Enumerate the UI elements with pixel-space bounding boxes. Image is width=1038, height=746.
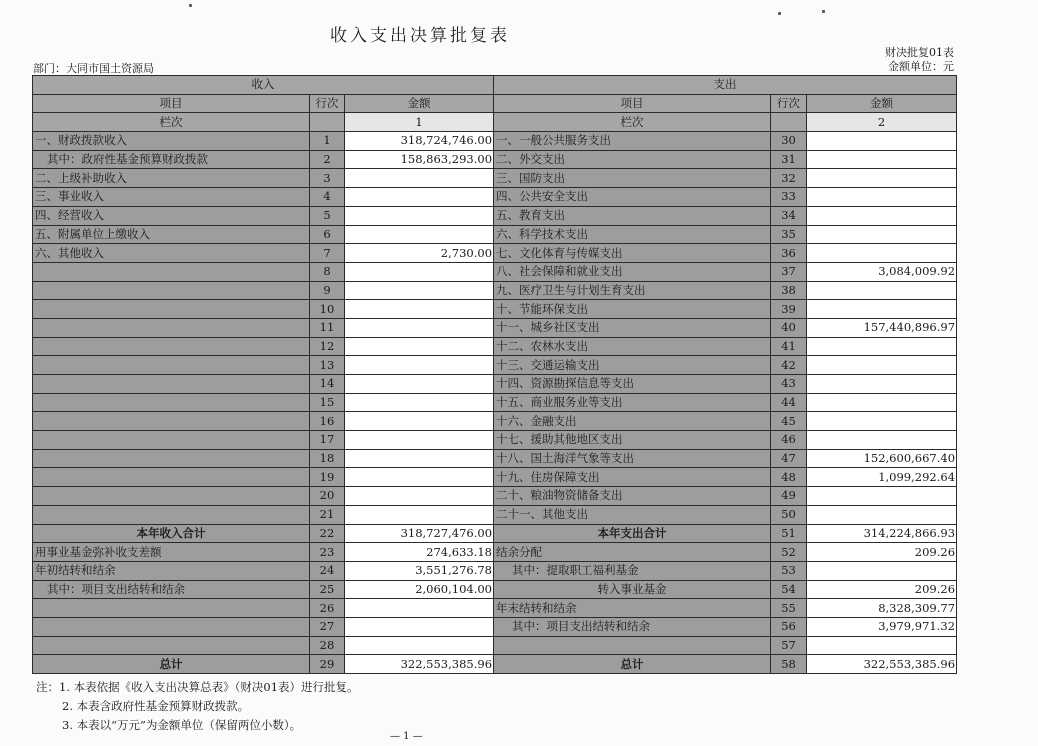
table-row — [33, 356, 957, 375]
income-amount-cell — [345, 206, 494, 225]
income-row-number: 10 — [310, 300, 345, 319]
income-amount-cell — [345, 449, 494, 468]
income-item-cell: 年初结转和结余 — [33, 561, 310, 580]
income-row-number: 11 — [310, 318, 345, 337]
income-row-number: 1 — [310, 132, 345, 151]
expense-item-cell: 其中：项目支出结转和结余 — [494, 617, 771, 636]
expense-item-cell: 十六、金融支出 — [494, 412, 771, 431]
expense-amount-cell — [807, 393, 957, 412]
expense-item-cell: 十、节能环保支出 — [494, 300, 771, 319]
income-amount-cell — [345, 599, 494, 618]
expense-row-number: 40 — [771, 318, 807, 337]
expense-item-cell: 总计 — [494, 655, 771, 674]
income-amount-cell: 274,633.18 — [345, 543, 494, 562]
expense-amount-cell — [807, 169, 957, 188]
expense-row-number: 51 — [771, 524, 807, 543]
expense-row-number: 49 — [771, 487, 807, 506]
table-row — [33, 393, 957, 412]
table-row — [33, 412, 957, 431]
expense-row-number: 32 — [771, 169, 807, 188]
page-number: — 1 — — [390, 731, 423, 742]
income-amount-cell — [345, 375, 494, 394]
expense-item-cell: 二十一、其他支出 — [494, 505, 771, 524]
table-row — [33, 505, 957, 524]
expense-item-cell: 六、科学技术支出 — [494, 225, 771, 244]
income-item-cell — [33, 300, 310, 319]
expense-amount-cell: 152,600,667.40 — [807, 449, 957, 468]
income-row-number: 6 — [310, 225, 345, 244]
expense-item-cell: 十七、援助其他地区支出 — [494, 431, 771, 450]
expense-amount-cell: 209.26 — [807, 543, 957, 562]
expense-row-number: 38 — [771, 281, 807, 300]
expense-item-cell — [494, 636, 771, 655]
expense-item-cell: 本年支出合计 — [494, 524, 771, 543]
expense-row-number: 37 — [771, 262, 807, 281]
expense-row-number: 50 — [771, 505, 807, 524]
income-item-cell — [33, 262, 310, 281]
income-row-number: 27 — [310, 617, 345, 636]
income-row-number: 24 — [310, 561, 345, 580]
income-row-number: 23 — [310, 543, 345, 562]
expense-item-cell: 十四、资源勘探信息等支出 — [494, 375, 771, 394]
expense-row-number: 39 — [771, 300, 807, 319]
expense-row-number: 55 — [771, 599, 807, 618]
expense-amount-cell — [807, 337, 957, 356]
expense-amount-cell — [807, 412, 957, 431]
income-row-number: 8 — [310, 262, 345, 281]
table-row — [33, 206, 957, 225]
expense-amount-cell: 8,328,309.77 — [807, 599, 957, 618]
note-3: 3. 本表以“万元”为金额单位（保留两位小数）。 — [62, 718, 302, 732]
income-row-number: 26 — [310, 599, 345, 618]
income-row-number: 2 — [310, 150, 345, 169]
expense-amount-cell — [807, 188, 957, 207]
table-row — [33, 617, 957, 636]
expense-amount-cell — [807, 375, 957, 394]
income-row-number: 25 — [310, 580, 345, 599]
income-amount-cell — [345, 281, 494, 300]
income-item-cell: 其中：项目支出结转和结余 — [33, 580, 310, 599]
table-row — [33, 468, 957, 487]
income-col-number: 1 — [345, 113, 494, 132]
expense-row-number: 43 — [771, 375, 807, 394]
income-col-label: 栏次 — [33, 113, 310, 132]
income-row-number: 4 — [310, 188, 345, 207]
form-code: 财决批复01表 — [885, 46, 954, 59]
expense-item-cell: 九、医疗卫生与计划生育支出 — [494, 281, 771, 300]
income-item-cell: 五、附属单位上缴收入 — [33, 225, 310, 244]
expense-item-cell: 七、文化体育与传媒支出 — [494, 244, 771, 263]
table-row — [33, 580, 957, 599]
income-item-cell: 三、事业收入 — [33, 188, 310, 207]
income-amount-header: 金额 — [345, 94, 494, 113]
expense-col-blank — [771, 113, 807, 132]
table-row — [33, 524, 957, 543]
income-amount-cell — [345, 300, 494, 319]
expense-row-no-header: 行次 — [771, 94, 807, 113]
income-row-number: 28 — [310, 636, 345, 655]
expense-amount-cell: 1,099,292.64 — [807, 468, 957, 487]
expense-amount-cell: 3,084,009.92 — [807, 262, 957, 281]
income-item-cell: 本年收入合计 — [33, 524, 310, 543]
table-row — [33, 281, 957, 300]
expense-amount-cell: 314,224,866.93 — [807, 524, 957, 543]
expense-section-header: 支出 — [494, 76, 957, 95]
expense-item-cell: 结余分配 — [494, 543, 771, 562]
income-item-cell — [33, 337, 310, 356]
expense-row-number: 57 — [771, 636, 807, 655]
income-item-cell: 六、其他收入 — [33, 244, 310, 263]
income-amount-cell: 158,863,293.00 — [345, 150, 494, 169]
income-row-no-header: 行次 — [310, 94, 345, 113]
expense-amount-cell: 157,440,896.97 — [807, 318, 957, 337]
expense-amount-cell — [807, 300, 957, 319]
expense-amount-cell — [807, 487, 957, 506]
table-row — [33, 150, 957, 169]
income-item-cell — [33, 617, 310, 636]
income-item-cell — [33, 318, 310, 337]
table-row — [33, 169, 957, 188]
expense-row-number: 48 — [771, 468, 807, 487]
expense-amount-cell: 3,979,971.32 — [807, 617, 957, 636]
income-item-cell — [33, 599, 310, 618]
expense-amount-cell — [807, 281, 957, 300]
amount-unit: 金额单位：元 — [888, 60, 954, 73]
income-item-cell — [33, 487, 310, 506]
note-1: 注：1. 本表依据《收入支出决算总表》（财决01表）进行批复。 — [36, 680, 359, 694]
income-item-cell: 其中：政府性基金预算财政拨款 — [33, 150, 310, 169]
expense-row-number: 54 — [771, 580, 807, 599]
income-amount-cell — [345, 337, 494, 356]
income-amount-cell: 3,551,276.78 — [345, 561, 494, 580]
income-item-cell — [33, 431, 310, 450]
report-title: 收入支出决算批复表 — [330, 26, 510, 46]
table-row — [33, 599, 957, 618]
income-amount-cell — [345, 431, 494, 450]
income-amount-cell — [345, 169, 494, 188]
income-item-cell — [33, 636, 310, 655]
expense-amount-cell — [807, 206, 957, 225]
table-row — [33, 225, 957, 244]
expense-row-number: 45 — [771, 412, 807, 431]
expense-item-cell: 转入事业基金 — [494, 580, 771, 599]
expense-item-cell: 十一、城乡社区支出 — [494, 318, 771, 337]
column-header-row — [33, 94, 957, 113]
income-row-number: 15 — [310, 393, 345, 412]
income-amount-cell — [345, 505, 494, 524]
table-row — [33, 487, 957, 506]
table-row — [33, 188, 957, 207]
income-row-number: 29 — [310, 655, 345, 674]
income-row-number: 5 — [310, 206, 345, 225]
section-header-row — [33, 76, 957, 95]
table-row — [33, 300, 957, 319]
income-row-number: 3 — [310, 169, 345, 188]
expense-row-number: 53 — [771, 561, 807, 580]
expense-item-cell: 十九、住房保障支出 — [494, 468, 771, 487]
expense-amount-cell — [807, 150, 957, 169]
income-row-number: 18 — [310, 449, 345, 468]
income-item-cell — [33, 412, 310, 431]
expense-row-number: 44 — [771, 393, 807, 412]
expense-row-number: 30 — [771, 132, 807, 151]
table-row — [33, 655, 957, 674]
income-amount-cell — [345, 318, 494, 337]
table-row — [33, 636, 957, 655]
table-row — [33, 262, 957, 281]
expense-row-number: 52 — [771, 543, 807, 562]
income-item-cell — [33, 468, 310, 487]
income-section-header: 收入 — [33, 76, 494, 95]
table-row — [33, 375, 957, 394]
expense-row-number: 41 — [771, 337, 807, 356]
note-2: 2. 本表含政府性基金预算财政拨款。 — [62, 699, 250, 713]
table-row — [33, 132, 957, 151]
income-amount-cell: 2,060,104.00 — [345, 580, 494, 599]
expense-item-cell: 其中：提取职工福利基金 — [494, 561, 771, 580]
income-col-blank — [310, 113, 345, 132]
table-row — [33, 244, 957, 263]
income-item-cell — [33, 505, 310, 524]
income-amount-cell: 322,553,385.96 — [345, 655, 494, 674]
expense-item-header: 项目 — [494, 94, 771, 113]
income-amount-cell — [345, 487, 494, 506]
column-number-row — [33, 113, 957, 132]
income-expense-table — [32, 75, 957, 674]
income-row-number: 7 — [310, 244, 345, 263]
income-amount-cell — [345, 412, 494, 431]
income-item-cell: 四、经营收入 — [33, 206, 310, 225]
income-amount-cell: 318,724,746.00 — [345, 132, 494, 151]
expense-item-cell: 八、社会保障和就业支出 — [494, 262, 771, 281]
income-item-cell — [33, 375, 310, 394]
expense-row-number: 47 — [771, 449, 807, 468]
expense-amount-cell — [807, 431, 957, 450]
expense-item-cell: 二十、粮油物资储备支出 — [494, 487, 771, 506]
expense-row-number: 42 — [771, 356, 807, 375]
expense-row-number: 46 — [771, 431, 807, 450]
expense-amount-cell — [807, 505, 957, 524]
income-item-cell: 二、上级补助收入 — [33, 169, 310, 188]
expense-amount-cell — [807, 244, 957, 263]
income-row-number: 22 — [310, 524, 345, 543]
table-row — [33, 318, 957, 337]
income-row-number: 16 — [310, 412, 345, 431]
income-row-number: 12 — [310, 337, 345, 356]
table-row — [33, 543, 957, 562]
expense-row-number: 58 — [771, 655, 807, 674]
income-item-header: 项目 — [33, 94, 310, 113]
income-amount-cell — [345, 393, 494, 412]
income-amount-cell — [345, 468, 494, 487]
income-row-number: 13 — [310, 356, 345, 375]
income-item-cell — [33, 281, 310, 300]
expense-amount-cell — [807, 356, 957, 375]
expense-amount-cell: 209.26 — [807, 580, 957, 599]
income-row-number: 14 — [310, 375, 345, 394]
table-row — [33, 337, 957, 356]
expense-item-cell: 二、外交支出 — [494, 150, 771, 169]
table-row — [33, 431, 957, 450]
expense-item-cell: 四、公共安全支出 — [494, 188, 771, 207]
expense-amount-header: 金额 — [807, 94, 957, 113]
expense-item-cell: 十八、国土海洋气象等支出 — [494, 449, 771, 468]
expense-amount-cell — [807, 132, 957, 151]
expense-item-cell: 十五、商业服务业等支出 — [494, 393, 771, 412]
income-row-number: 21 — [310, 505, 345, 524]
expense-item-cell: 十三、交通运输支出 — [494, 356, 771, 375]
expense-row-number: 35 — [771, 225, 807, 244]
expense-item-cell: 五、教育支出 — [494, 206, 771, 225]
income-item-cell: 总计 — [33, 655, 310, 674]
income-row-number: 9 — [310, 281, 345, 300]
expense-row-number: 56 — [771, 617, 807, 636]
expense-item-cell: 三、国防支出 — [494, 169, 771, 188]
expense-row-number: 34 — [771, 206, 807, 225]
expense-row-number: 33 — [771, 188, 807, 207]
income-row-number: 17 — [310, 431, 345, 450]
expense-amount-cell: 322,553,385.96 — [807, 655, 957, 674]
expense-amount-cell — [807, 561, 957, 580]
table-row — [33, 561, 957, 580]
expense-row-number: 31 — [771, 150, 807, 169]
income-item-cell: 用事业基金弥补收支差额 — [33, 543, 310, 562]
expense-col-number: 2 — [807, 113, 957, 132]
income-amount-cell — [345, 188, 494, 207]
income-amount-cell — [345, 225, 494, 244]
expense-item-cell: 十二、农林水支出 — [494, 337, 771, 356]
expense-amount-cell — [807, 225, 957, 244]
table-row — [33, 449, 957, 468]
income-item-cell: 一、财政拨款收入 — [33, 132, 310, 151]
income-amount-cell: 2,730.00 — [345, 244, 494, 263]
income-amount-cell — [345, 356, 494, 375]
expense-col-label: 栏次 — [494, 113, 771, 132]
expense-amount-cell — [807, 636, 957, 655]
department-label: 部门：大同市国土资源局 — [33, 62, 154, 75]
income-row-number: 19 — [310, 468, 345, 487]
income-amount-cell — [345, 636, 494, 655]
expense-item-cell: 年末结转和结余 — [494, 599, 771, 618]
expense-row-number: 36 — [771, 244, 807, 263]
income-amount-cell — [345, 262, 494, 281]
income-row-number: 20 — [310, 487, 345, 506]
income-item-cell — [33, 449, 310, 468]
income-amount-cell — [345, 617, 494, 636]
income-amount-cell: 318,727,476.00 — [345, 524, 494, 543]
expense-item-cell: 一、一般公共服务支出 — [494, 132, 771, 151]
footnotes — [36, 678, 359, 735]
income-item-cell — [33, 393, 310, 412]
income-item-cell — [33, 356, 310, 375]
